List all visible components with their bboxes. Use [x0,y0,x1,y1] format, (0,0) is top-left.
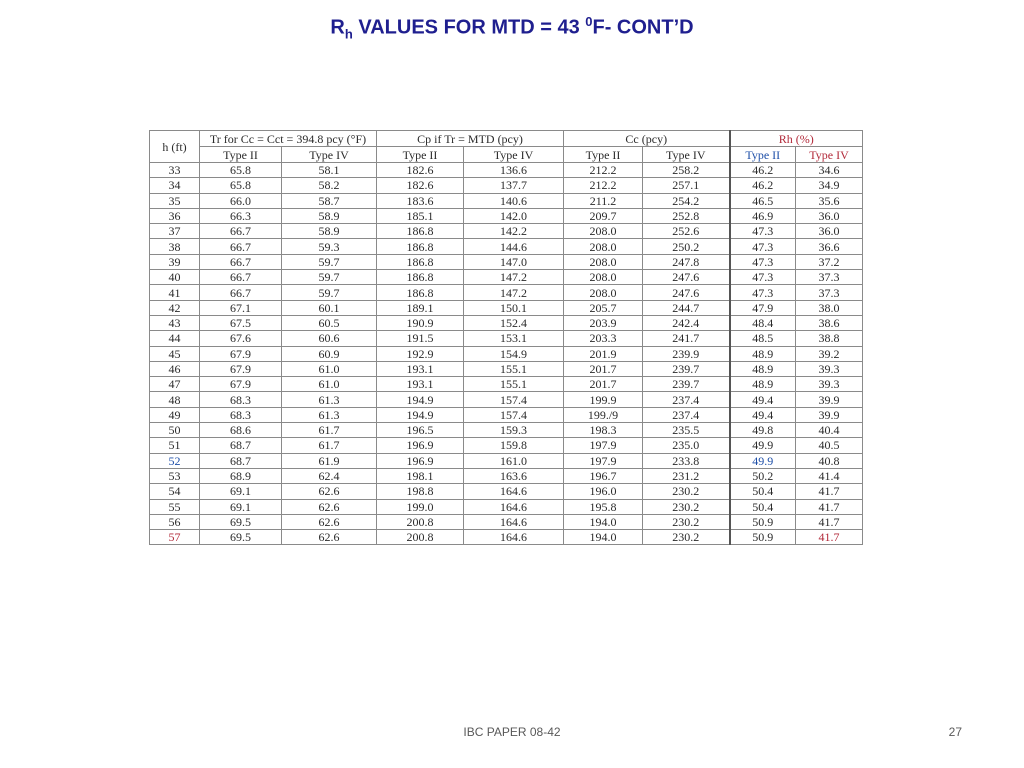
table-cell: 195.8 [564,499,643,514]
table-cell: 62.6 [282,484,377,499]
table-cell: 237.4 [643,407,730,422]
rh-values-table [149,130,863,545]
table-cell: 200.8 [377,514,464,529]
table-cell: 211.2 [564,193,643,208]
table-cell: 38.8 [796,331,863,346]
table-cell: 247.6 [643,285,730,300]
table-cell: 36.6 [796,239,863,254]
table-cell: 208.0 [564,285,643,300]
row-height-cell: 44 [150,331,200,346]
table-cell: 50.9 [730,530,796,545]
table-cell: 233.8 [643,453,730,468]
table-cell: 196.5 [377,423,464,438]
table-cell: 152.4 [464,315,564,330]
table-cell: 35.6 [796,193,863,208]
table-cell: 185.1 [377,208,464,223]
table-cell: 239.7 [643,377,730,392]
row-height-cell: 53 [150,468,200,483]
row-height-cell: 56 [150,514,200,529]
table-cell: 39.9 [796,407,863,422]
header-row-types [150,147,863,163]
table-cell: 65.8 [200,178,282,193]
page-number: 27 [948,725,962,739]
table-cell: 155.1 [464,377,564,392]
table-row [150,254,863,269]
table-cell: 67.9 [200,377,282,392]
table-cell: 47.3 [730,224,796,239]
table-cell: 186.8 [377,239,464,254]
table-cell: 230.2 [643,499,730,514]
title-r: R [330,16,345,39]
table-row [150,499,863,514]
table-cell: 59.7 [282,270,377,285]
table-cell: 46.9 [730,208,796,223]
table-cell: 196.9 [377,438,464,453]
table-cell: 239.7 [643,361,730,376]
table-cell: 237.4 [643,392,730,407]
table-cell: 58.1 [282,163,377,178]
table-cell: 164.6 [464,530,564,545]
table-cell: 142.2 [464,224,564,239]
table-cell: 67.9 [200,346,282,361]
table-cell: 41.7 [796,484,863,499]
table-cell: 203.3 [564,331,643,346]
table-cell: 239.9 [643,346,730,361]
table-cell: 60.1 [282,300,377,315]
table-cell: 37.2 [796,254,863,269]
table-cell: 46.5 [730,193,796,208]
table-cell: 191.5 [377,331,464,346]
table-cell: 68.3 [200,392,282,407]
table-cell: 164.6 [464,499,564,514]
table-cell: 231.2 [643,468,730,483]
row-height-cell: 51 [150,438,200,453]
table-cell: 198.3 [564,423,643,438]
table-row [150,468,863,483]
table-cell: 157.4 [464,392,564,407]
table-cell: 155.1 [464,361,564,376]
header-cc: Cc (pcy) [564,131,730,147]
table-cell: 186.8 [377,254,464,269]
table-cell: 67.1 [200,300,282,315]
table-cell: 241.7 [643,331,730,346]
header-cp: Cp if Tr = MTD (pcy) [377,131,564,147]
table-row [150,224,863,239]
row-height-cell: 39 [150,254,200,269]
header-tr: Tr for Cc = Cct = 394.8 pcy (°F) [200,131,377,147]
table-cell: 247.8 [643,254,730,269]
table-cell: 34.6 [796,163,863,178]
row-height-cell: 34 [150,178,200,193]
table-cell: 137.7 [464,178,564,193]
table-cell: 194.0 [564,514,643,529]
table-cell: 140.6 [464,193,564,208]
table-cell: 65.8 [200,163,282,178]
table-cell: 66.7 [200,254,282,269]
table-cell: 198.1 [377,468,464,483]
table-cell: 39.9 [796,392,863,407]
table-row [150,438,863,453]
subheader-type: Type II [377,147,464,163]
header-rh: Rh (%) [730,131,863,147]
table-cell: 47.9 [730,300,796,315]
table-cell: 252.6 [643,224,730,239]
footer-text: IBC PAPER 08-42 [463,725,561,739]
table-cell: 59.7 [282,285,377,300]
table-cell: 36.0 [796,224,863,239]
table-cell: 58.2 [282,178,377,193]
table-cell: 186.8 [377,224,464,239]
table-cell: 190.9 [377,315,464,330]
table-cell: 60.6 [282,331,377,346]
row-height-cell: 52 [150,453,200,468]
table-row [150,484,863,499]
table-cell: 49.4 [730,407,796,422]
table-row [150,377,863,392]
table-row [150,300,863,315]
table-row [150,514,863,529]
table-cell: 186.8 [377,270,464,285]
table-cell: 199.0 [377,499,464,514]
subheader-type: Type IV [282,147,377,163]
table-cell: 199.9 [564,392,643,407]
header-row-groups [150,131,863,147]
table-cell: 183.6 [377,193,464,208]
table-cell: 193.1 [377,377,464,392]
row-height-cell: 42 [150,300,200,315]
table-row [150,392,863,407]
table-cell: 61.9 [282,453,377,468]
table-cell: 254.2 [643,193,730,208]
table-cell: 40.5 [796,438,863,453]
table-cell: 164.6 [464,514,564,529]
row-height-cell: 54 [150,484,200,499]
title-subscript: h [344,26,353,42]
table-cell: 50.2 [730,468,796,483]
table-cell: 66.0 [200,193,282,208]
table-cell: 208.0 [564,270,643,285]
table-row [150,270,863,285]
table-cell: 40.8 [796,453,863,468]
table-cell: 201.9 [564,346,643,361]
table-cell: 40.4 [796,423,863,438]
table-cell: 242.4 [643,315,730,330]
table-cell: 161.0 [464,453,564,468]
table-cell: 258.2 [643,163,730,178]
table-cell: 48.9 [730,346,796,361]
table-cell: 61.7 [282,438,377,453]
table-cell: 205.7 [564,300,643,315]
table-cell: 189.1 [377,300,464,315]
table-cell: 67.6 [200,331,282,346]
table-cell: 37.3 [796,270,863,285]
table-cell: 159.8 [464,438,564,453]
table-cell: 257.1 [643,178,730,193]
table-cell: 150.1 [464,300,564,315]
table-cell: 163.6 [464,468,564,483]
table-cell: 47.3 [730,254,796,269]
table-cell: 48.9 [730,361,796,376]
table-cell: 142.0 [464,208,564,223]
table-cell: 66.7 [200,270,282,285]
table-row [150,331,863,346]
table-row [150,285,863,300]
table-cell: 201.7 [564,361,643,376]
table-cell: 66.7 [200,224,282,239]
table-cell: 247.6 [643,270,730,285]
table-cell: 62.6 [282,530,377,545]
table-cell: 41.7 [796,499,863,514]
table-cell: 194.0 [564,530,643,545]
table-row [150,453,863,468]
table-cell: 41.7 [796,514,863,529]
table-cell: 48.9 [730,377,796,392]
table-cell: 250.2 [643,239,730,254]
table-cell: 230.2 [643,530,730,545]
table-cell: 49.8 [730,423,796,438]
table-cell: 68.9 [200,468,282,483]
header-h: h (ft) [150,131,200,163]
table-cell: 197.9 [564,453,643,468]
table-cell: 164.6 [464,484,564,499]
table-cell: 212.2 [564,163,643,178]
table-cell: 61.0 [282,377,377,392]
table-cell: 153.1 [464,331,564,346]
row-height-cell: 43 [150,315,200,330]
table-cell: 235.5 [643,423,730,438]
table-cell: 62.6 [282,514,377,529]
table-row [150,423,863,438]
table-cell: 212.2 [564,178,643,193]
table-cell: 50.4 [730,484,796,499]
table-cell: 62.4 [282,468,377,483]
table-row [150,407,863,422]
subheader-type: Type II [564,147,643,163]
table-cell: 46.2 [730,178,796,193]
row-height-cell: 40 [150,270,200,285]
table-cell: 66.7 [200,239,282,254]
table-cell: 209.7 [564,208,643,223]
table-cell: 47.3 [730,285,796,300]
table-cell: 59.7 [282,254,377,269]
table-cell: 147.0 [464,254,564,269]
table-cell: 62.6 [282,499,377,514]
table-cell: 61.7 [282,423,377,438]
subheader-rh-type-iv: Type IV [796,147,863,163]
table-cell: 66.3 [200,208,282,223]
row-height-cell: 45 [150,346,200,361]
table-cell: 69.1 [200,499,282,514]
table-cell: 69.5 [200,530,282,545]
row-height-cell: 49 [150,407,200,422]
table-cell: 36.0 [796,208,863,223]
table-cell: 194.9 [377,392,464,407]
table-cell: 39.2 [796,346,863,361]
row-height-cell: 47 [150,377,200,392]
table-cell: 34.9 [796,178,863,193]
table-row [150,239,863,254]
table-cell: 196.9 [377,453,464,468]
table-cell: 68.6 [200,423,282,438]
table-cell: 201.7 [564,377,643,392]
table-cell: 193.1 [377,361,464,376]
subheader-rh-type-ii: Type II [730,147,796,163]
table-cell: 69.5 [200,514,282,529]
subheader-type: Type IV [643,147,730,163]
scanned-table-image [145,128,872,548]
table-cell: 198.8 [377,484,464,499]
table-cell: 37.3 [796,285,863,300]
table-cell: 69.1 [200,484,282,499]
table-cell: 199./9 [564,407,643,422]
table-cell: 41.7 [796,530,863,545]
table-cell: 67.5 [200,315,282,330]
table-cell: 208.0 [564,224,643,239]
table-cell: 46.2 [730,163,796,178]
row-height-cell: 38 [150,239,200,254]
table-cell: 235.0 [643,438,730,453]
row-height-cell: 35 [150,193,200,208]
table-cell: 38.6 [796,315,863,330]
table-body [150,163,863,545]
table-cell: 67.9 [200,361,282,376]
row-height-cell: 46 [150,361,200,376]
table-cell: 39.3 [796,377,863,392]
table-cell: 49.9 [730,453,796,468]
table-cell: 68.7 [200,438,282,453]
table-row [150,530,863,545]
table-cell: 208.0 [564,254,643,269]
table-cell: 194.9 [377,407,464,422]
title-middle: VALUES FOR MTD = 43 [352,16,586,39]
table-cell: 50.9 [730,514,796,529]
table-cell: 182.6 [377,163,464,178]
slide-title [0,8,1024,49]
row-height-cell: 36 [150,208,200,223]
table-cell: 157.4 [464,407,564,422]
table-cell: 66.7 [200,285,282,300]
table-cell: 203.9 [564,315,643,330]
row-height-cell: 41 [150,285,200,300]
table-cell: 47.3 [730,270,796,285]
row-height-cell: 57 [150,530,200,545]
table-cell: 58.9 [282,208,377,223]
row-height-cell: 48 [150,392,200,407]
title-superscript: 0 [585,14,593,29]
row-height-cell: 37 [150,224,200,239]
table-cell: 197.9 [564,438,643,453]
table-cell: 244.7 [643,300,730,315]
table-cell: 39.3 [796,361,863,376]
table-cell: 49.4 [730,392,796,407]
table-cell: 186.8 [377,285,464,300]
table-cell: 61.0 [282,361,377,376]
subheader-type: Type II [200,147,282,163]
table-cell: 182.6 [377,178,464,193]
table-row [150,163,863,178]
table-cell: 230.2 [643,484,730,499]
table-cell: 208.0 [564,239,643,254]
table-row [150,193,863,208]
table-cell: 136.6 [464,163,564,178]
table-cell: 196.0 [564,484,643,499]
table-cell: 58.9 [282,224,377,239]
table-row [150,361,863,376]
table-cell: 59.3 [282,239,377,254]
table-row [150,178,863,193]
table-cell: 147.2 [464,285,564,300]
row-height-cell: 50 [150,423,200,438]
table-cell: 38.0 [796,300,863,315]
table-cell: 41.4 [796,468,863,483]
table-cell: 159.3 [464,423,564,438]
title-end: F- CONT’D [592,16,694,39]
table-cell: 252.8 [643,208,730,223]
table-cell: 196.7 [564,468,643,483]
table-row [150,315,863,330]
table-cell: 147.2 [464,270,564,285]
table-cell: 60.9 [282,346,377,361]
table-cell: 58.7 [282,193,377,208]
table-cell: 48.4 [730,315,796,330]
table-cell: 192.9 [377,346,464,361]
table-cell: 230.2 [643,514,730,529]
table-row [150,346,863,361]
table-cell: 61.3 [282,392,377,407]
row-height-cell: 55 [150,499,200,514]
subheader-type: Type IV [464,147,564,163]
table-cell: 200.8 [377,530,464,545]
table-cell: 68.3 [200,407,282,422]
table-cell: 49.9 [730,438,796,453]
table-cell: 154.9 [464,346,564,361]
table-cell: 144.6 [464,239,564,254]
table-cell: 68.7 [200,453,282,468]
table-row [150,208,863,223]
row-height-cell: 33 [150,163,200,178]
table-cell: 61.3 [282,407,377,422]
table-cell: 60.5 [282,315,377,330]
table-cell: 50.4 [730,499,796,514]
table-cell: 48.5 [730,331,796,346]
table-cell: 47.3 [730,239,796,254]
